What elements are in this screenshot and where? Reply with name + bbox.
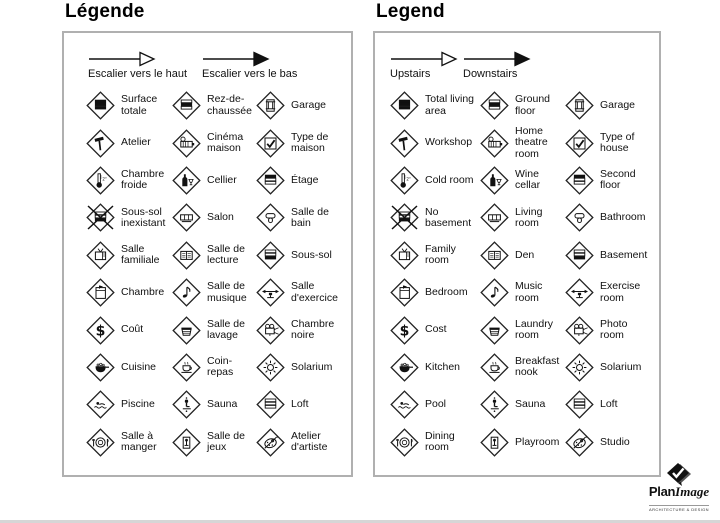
legend-item <box>86 129 172 158</box>
legend-item <box>172 428 256 457</box>
book-icon <box>480 241 509 270</box>
legend-item-label: Total living area <box>425 93 475 117</box>
sun-icon <box>256 353 285 382</box>
legend-item-label: Cost <box>425 323 447 336</box>
svg-text:$: $ <box>95 323 106 340</box>
legend-item-label: Type de maison <box>291 130 329 155</box>
legend-item <box>565 428 659 457</box>
legend-item <box>565 129 659 158</box>
legend-item-label: Wine cellar <box>515 168 541 192</box>
legend-item-label: Salle d'exercice <box>291 280 338 304</box>
legend-item <box>256 316 351 345</box>
music-note-icon <box>480 278 509 307</box>
legend-item <box>172 241 256 270</box>
stack-top-icon <box>565 166 594 195</box>
legend-item <box>172 203 256 232</box>
legend-item-label: No basement <box>425 205 472 229</box>
legend-item-label: Coin-repas <box>207 355 234 379</box>
legend-box-english <box>373 31 661 477</box>
legend-item-label: Solarium <box>291 360 333 373</box>
cup-icon <box>480 353 509 382</box>
legend-item-label: Basement <box>600 248 648 261</box>
joystick-icon <box>480 428 509 457</box>
legend-item-label: Étage <box>291 173 319 186</box>
legend-item <box>172 353 256 382</box>
legend-item <box>86 278 172 307</box>
legend-item-label: Studio <box>600 435 630 448</box>
legend-item <box>480 353 565 382</box>
laundry-icon <box>480 316 509 345</box>
projector-icon <box>172 129 201 158</box>
legend-item <box>86 166 172 195</box>
legend-item <box>390 166 480 195</box>
legend-item-label: Exercise room <box>600 280 641 304</box>
legend-item <box>256 428 351 457</box>
wine-icon <box>480 166 509 195</box>
legend-item <box>390 241 480 270</box>
legend-item-label: Atelier d'artiste <box>291 429 328 454</box>
projector-icon <box>480 129 509 158</box>
stack-top-icon <box>256 166 285 195</box>
legend-item <box>86 203 172 232</box>
stair-down-arrow-icon <box>463 51 531 67</box>
stack-outline-icon <box>565 390 594 419</box>
pot-icon <box>390 353 419 382</box>
legend-item <box>565 166 659 195</box>
legend-item-label: Salle de bain <box>291 205 329 229</box>
legend-item <box>390 129 480 158</box>
legend-item-label: Salle de lecture <box>207 242 245 267</box>
palette-icon <box>256 428 285 457</box>
checkbox-icon <box>565 129 594 158</box>
arrow-down-group <box>202 51 297 80</box>
legend-item-label: Piscine <box>121 398 155 411</box>
legend-item <box>390 91 480 120</box>
legend-item-label: Sous-sol <box>291 248 332 261</box>
legend-item-label: Chambre froide <box>121 168 165 192</box>
bed-icon <box>390 278 419 307</box>
stack-outline-icon <box>256 390 285 419</box>
legend-item-label: Workshop <box>425 136 473 149</box>
hammer-icon <box>390 129 419 158</box>
svg-text:2°: 2° <box>102 176 107 182</box>
legend-item-label: Type of house <box>600 130 635 155</box>
logo-tagline: ARCHITECTURE & DESIGN <box>649 507 709 512</box>
legend-grid-english <box>375 87 659 461</box>
legend-item <box>390 203 480 232</box>
legend-item <box>390 316 480 345</box>
thermometer-icon <box>86 166 115 195</box>
pot-icon <box>86 353 115 382</box>
cup-icon <box>172 353 201 382</box>
camera-icon <box>256 316 285 345</box>
thermometer-icon <box>390 166 419 195</box>
stack-all-icon <box>86 91 115 120</box>
legend-item <box>256 166 351 195</box>
legend-item <box>256 278 351 307</box>
palette-icon <box>565 428 594 457</box>
dining-icon <box>390 428 419 457</box>
legend-item <box>565 91 659 120</box>
legend-item <box>480 278 565 307</box>
legend-item <box>565 316 659 345</box>
legend-item <box>390 428 480 457</box>
panel-title-english: Legend <box>376 1 445 22</box>
legend-item-label: Pool <box>425 398 447 411</box>
legend-item-label: Cuisine <box>121 360 157 373</box>
svg-text:2°: 2° <box>406 176 411 182</box>
legend-item-label: Playroom <box>515 435 560 448</box>
legend-item-label: Cellier <box>207 173 237 186</box>
exercise-icon <box>565 278 594 307</box>
legend-item <box>480 428 565 457</box>
sauna-icon <box>172 390 201 419</box>
legend-grid-french <box>64 87 351 461</box>
legend-item <box>256 129 351 158</box>
tv-icon <box>390 241 419 270</box>
stair-arrows-english <box>375 33 659 80</box>
legend-item <box>480 166 565 195</box>
tv-icon <box>86 241 115 270</box>
legend-item <box>256 353 351 382</box>
legend-item <box>172 129 256 158</box>
legend-item-label: Photo room <box>600 317 628 342</box>
legend-item-label: Den <box>515 248 535 261</box>
legend-item <box>480 91 565 120</box>
legend-item-label: Garage <box>600 99 636 112</box>
legend-item-label: Salle à manger <box>121 429 157 454</box>
legend-item-label: Ground floor <box>515 93 551 117</box>
arrow-down-label: Downstairs <box>463 68 518 80</box>
garage-icon <box>565 91 594 120</box>
arrow-up-label: Upstairs <box>390 68 431 80</box>
swimmer-icon <box>86 390 115 419</box>
legend-item <box>172 166 256 195</box>
stack-middle-icon <box>480 91 509 120</box>
dollar-icon <box>390 316 419 345</box>
legend-item <box>86 316 172 345</box>
legend-item-label: Bathroom <box>600 211 646 224</box>
legend-item-label: Surface totale <box>121 93 158 117</box>
bed-icon <box>86 278 115 307</box>
dining-icon <box>86 428 115 457</box>
legend-item-label: Family room <box>425 242 456 267</box>
legend-item-label: Home theatre room <box>515 125 548 160</box>
legend-item-label: Salon <box>207 211 234 224</box>
legend-item <box>565 203 659 232</box>
legend-item-label: Salle familiale <box>121 242 160 267</box>
book-icon <box>172 241 201 270</box>
legend-item <box>172 278 256 307</box>
planimage-wordmark <box>644 485 714 498</box>
legend-item <box>480 203 565 232</box>
planimage-logo <box>644 463 714 516</box>
checkbox-icon <box>256 129 285 158</box>
exercise-icon <box>256 278 285 307</box>
toilet-icon <box>565 203 594 232</box>
arrow-up-group <box>88 51 187 80</box>
legend-item <box>565 278 659 307</box>
legend-item-label: Rez-de-chaussée <box>207 93 252 117</box>
panel-title-french: Légende <box>65 1 145 22</box>
legend-item-label: Sauna <box>207 398 238 411</box>
legend-item <box>480 390 565 419</box>
legend-item-label: Sous-sol inexistant <box>121 205 166 229</box>
arrow-down-label: Escalier vers le bas <box>202 68 298 80</box>
legend-item-label: Chambre noire <box>291 317 335 342</box>
legend-item-label: Breakfast nook <box>515 355 560 379</box>
legend-item <box>565 390 659 419</box>
laundry-icon <box>172 316 201 345</box>
legend-item <box>86 91 172 120</box>
legend-item-label: Music room <box>515 280 543 304</box>
legend-item <box>390 278 480 307</box>
sun-icon <box>565 353 594 382</box>
legend-item-label: Loft <box>291 398 309 411</box>
stack-bottom-icon <box>565 241 594 270</box>
legend-item-label: Kitchen <box>425 360 461 373</box>
legend-item-label: Salle de musique <box>207 280 247 304</box>
sofa-icon <box>480 203 509 232</box>
music-note-icon <box>172 278 201 307</box>
no-basement-icon <box>390 203 419 232</box>
sofa-icon <box>172 203 201 232</box>
legend-item <box>256 241 351 270</box>
arrow-up-group <box>390 51 458 80</box>
stack-all-icon <box>390 91 419 120</box>
legend-box-french <box>62 31 353 477</box>
legend-item <box>256 91 351 120</box>
legend-item <box>390 390 480 419</box>
legend-item-label: Laundry room <box>515 317 553 342</box>
legend-item <box>480 241 565 270</box>
legend-item-label: Bedroom <box>425 285 468 298</box>
stair-down-arrow-icon <box>202 51 270 67</box>
legend-item-label: Salle de lavage <box>207 317 245 342</box>
joystick-icon <box>172 428 201 457</box>
legend-item-label: Cold room <box>425 173 474 186</box>
legend-item-label: Loft <box>600 398 618 411</box>
legend-item-label: Solarium <box>600 360 642 373</box>
legend-item-label: Salle de jeux <box>207 429 245 454</box>
legend-item-label: Living room <box>515 205 543 229</box>
logo-plan-text: Plan <box>648 484 676 499</box>
legend-item <box>565 353 659 382</box>
arrow-down-group <box>463 51 531 80</box>
camera-icon <box>565 316 594 345</box>
legend-item-label: Garage <box>291 99 327 112</box>
sauna-icon <box>480 390 509 419</box>
no-basement-icon <box>86 203 115 232</box>
legend-item <box>172 91 256 120</box>
swimmer-icon <box>390 390 419 419</box>
legend-item-label: Atelier <box>121 136 151 149</box>
stair-up-arrow-icon <box>88 51 156 67</box>
legend-item <box>86 241 172 270</box>
legend-item <box>172 390 256 419</box>
legend-item-label: Coût <box>121 323 144 336</box>
legend-item <box>86 390 172 419</box>
legend-item-label: Cinéma maison <box>207 130 244 155</box>
stair-arrows-french <box>64 33 351 80</box>
svg-text:$: $ <box>399 323 410 340</box>
legend-item <box>86 353 172 382</box>
legend-item <box>256 203 351 232</box>
stack-bottom-icon <box>256 241 285 270</box>
legend-item <box>390 353 480 382</box>
wine-icon <box>172 166 201 195</box>
legend-item <box>86 428 172 457</box>
dollar-icon <box>86 316 115 345</box>
garage-icon <box>256 91 285 120</box>
legend-item-label: Chambre <box>121 285 165 298</box>
legend-item-label: Second floor <box>600 168 636 192</box>
legend-item <box>480 316 565 345</box>
legend-item <box>172 316 256 345</box>
legend-item <box>565 241 659 270</box>
legend-item-label: Sauna <box>515 398 546 411</box>
legend-item-label: Dining room <box>425 429 455 454</box>
arrow-up-label: Escalier vers le haut <box>88 68 188 80</box>
logo-image-text: Image <box>675 484 710 499</box>
legend-item <box>256 390 351 419</box>
toilet-icon <box>256 203 285 232</box>
legend-item <box>480 126 565 160</box>
stair-up-arrow-icon <box>390 51 458 67</box>
stack-middle-icon <box>172 91 201 120</box>
hammer-icon <box>86 129 115 158</box>
